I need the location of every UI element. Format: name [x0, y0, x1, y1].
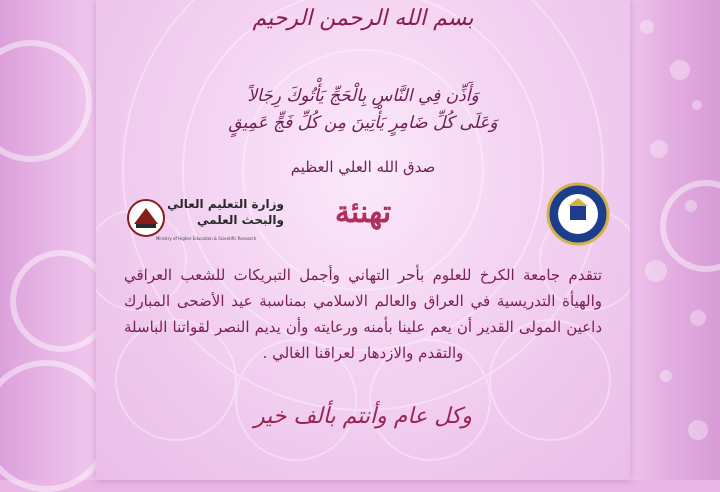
basmala-calligraphy: بسم الله الرحمن الرحيم	[252, 6, 474, 31]
right-decorative-panel	[630, 0, 720, 480]
flourish-ornament	[660, 180, 720, 272]
ministry-name-english: Ministry of Higher Education & Scientific Research	[155, 236, 257, 241]
verse-attribution: صدق الله العلي العظيم	[290, 158, 436, 176]
greeting-card	[96, 0, 630, 480]
quran-verse-line-2: وَعَلَى كُلِّ ضَامِرٍ يَأْتِينَ مِن كُلِّ فَجٍّ عَمِيقٍ	[228, 113, 498, 133]
ministry-name-text: وزارة التعليم العالي والبحث العلمي	[167, 197, 284, 227]
quran-verse-line-1: وَأَذِّن فِي النَّاسِ بِالْحَجِّ يَأْتُوكَ رِجَالاً	[247, 86, 479, 106]
bokeh-dot	[692, 100, 702, 110]
bokeh-dot	[640, 20, 654, 34]
greeting-title: تهنئة	[334, 195, 392, 230]
bokeh-dot	[670, 60, 690, 80]
closing-wish: وكل عام وأنتم بألف خير	[253, 404, 472, 429]
greeting-message: تتقدم جامعة الكرخ للعلوم بأحر التهاني وأجمل التبريكات للشعب العراقي والهيأة التدريسية في العراق والعالم الاسلامي بمناسبة عيد الأضحى المبارك داعين المولى القدير أن يعم علينا بأمنه ورعايته وأن يديم النصر لقواتنا الباسلة والتقدم والازدهار لعراقنا الغالي .	[124, 266, 602, 362]
left-decorative-panel	[0, 0, 96, 480]
bokeh-dot	[660, 370, 672, 382]
flourish-ornament	[0, 40, 92, 162]
university-seal-icon	[546, 182, 610, 246]
bokeh-dot	[650, 140, 668, 158]
bokeh-dot	[688, 420, 708, 440]
bokeh-dot	[690, 310, 706, 326]
bokeh-dot	[645, 260, 667, 282]
